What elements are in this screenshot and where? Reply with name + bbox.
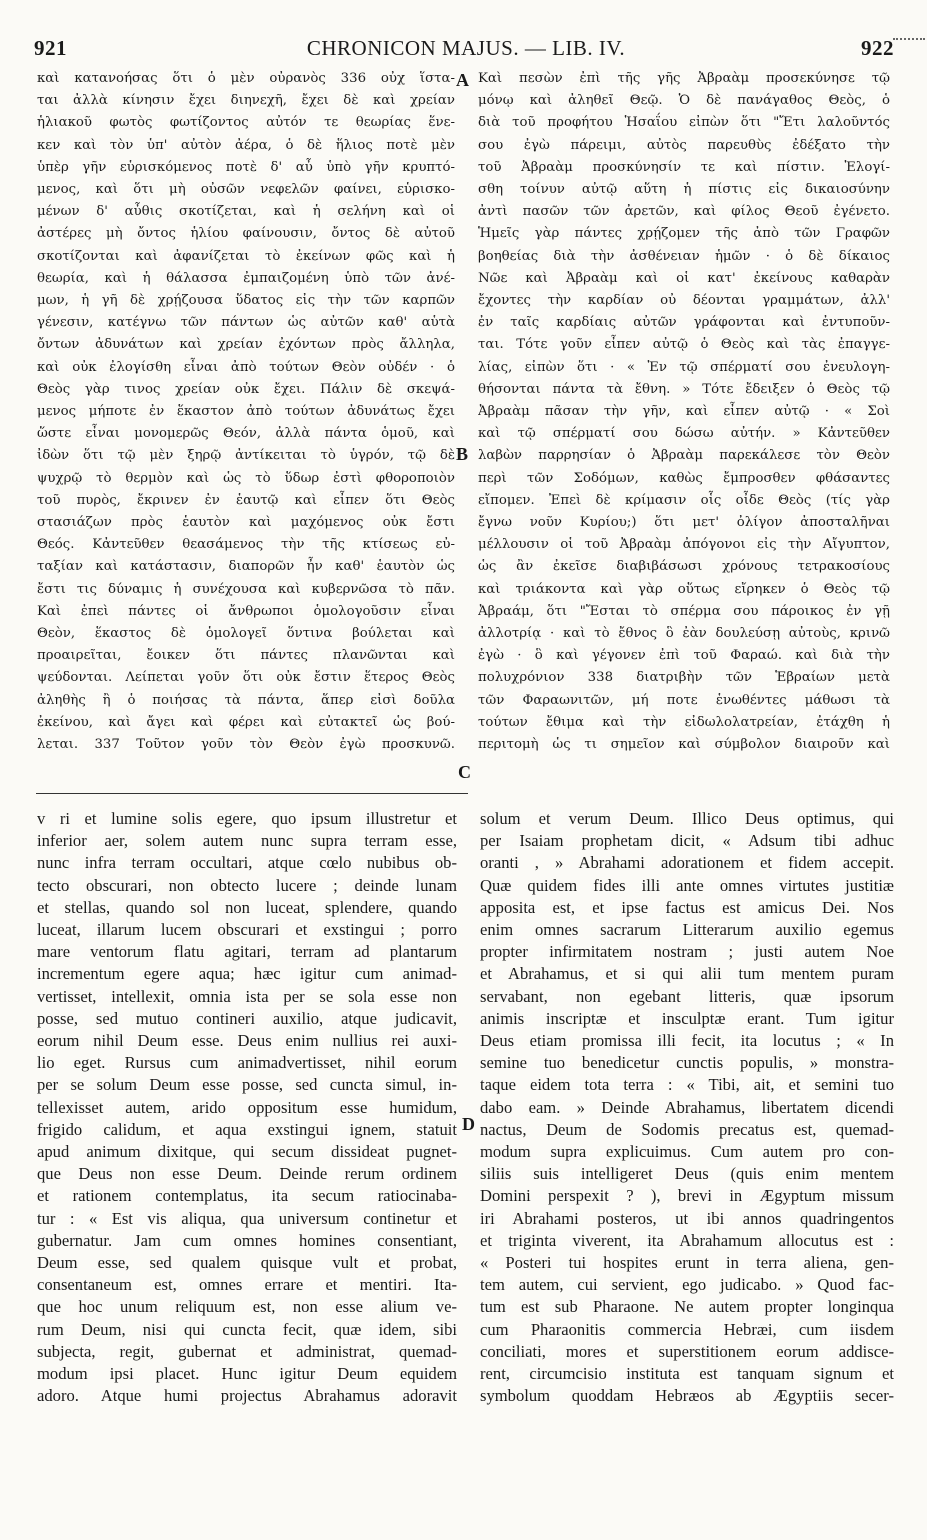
latin-left-line: posse, sed mutuo contineri auxilio, atque judicavit, bbox=[37, 1008, 457, 1028]
latin-right-line: Domini perspexit ? ), brevi in Ægyptum missum bbox=[480, 1186, 894, 1206]
latin-right-line: « Posteri tui hospites erunt in terra aliena, gen- bbox=[480, 1253, 894, 1273]
latin-left-line: nunc infra terram occultari, atque cœlo nubibus ob- bbox=[37, 853, 457, 873]
latin-left-line: vertisset, intellexit, omnia ista per se sola esse non bbox=[37, 986, 457, 1006]
greek-left-line: ται ἀλλὰ κίνησιν ἔχει διηνεχῆ, ἔχει δὲ καὶ χρείαν bbox=[37, 93, 455, 109]
latin-left-line: rum Deum, nisi qui cuncta fecit, quæ idem, sibi bbox=[37, 1319, 457, 1339]
greek-right-line: ὡς ἂν ἐκεῖσε διαβιβάσωσι χρόνους τετρακοσίους bbox=[478, 559, 890, 575]
greek-right-line: λίας, εἰπὼν ὅτι · « Ἐν τῷ σπέρματί σου ἐνευλογη- bbox=[478, 359, 890, 375]
greek-right-line: διὰ τοῦ προφήτου Ἡσαΐου εἰπὼν ὅτι "Ἔτι λαλοῦντός bbox=[478, 115, 890, 131]
greek-right-line: Νῶε καὶ Ἀβραὰμ καὶ οἱ κατ' ἐκείνους καθαρὰν bbox=[478, 270, 890, 286]
greek-right-line: ται. Τότε γοῦν εἶπεν αὐτῷ ὁ Θεὸς καὶ τὰς ἐπαγγε- bbox=[478, 337, 890, 353]
greek-right-line: Καὶ πεσὼν ἐπὶ τῆς γῆς Ἀβραὰμ προσεκύνησε τῷ bbox=[478, 71, 890, 86]
left-page-number: 921 bbox=[34, 36, 67, 60]
greek-right-line: Ἀβραὰμ πᾶσαν τὴν γῆν, καὶ εἶπεν αὐτῷ · « Σοὶ bbox=[478, 404, 890, 420]
greek-left-line: ἰδὼν ὅτι τῷ μὲν ξηρῷ ἀντίκειται τὸ ὑγρόν, τῷ δὲ bbox=[37, 448, 455, 464]
greek-right-line: τοῦ Ἀβραὰμ προσκύνησίν τε καὶ πίστιν. Ἐλογί- bbox=[478, 159, 890, 175]
latin-right-line: enim omnes sacrarum Litterarum auxilio egemus bbox=[480, 920, 894, 940]
greek-right-line: θήσονται πάντα τὰ ἔθνη. » Τότε ἔδειξεν ὁ Θεὸς τῷ bbox=[478, 381, 890, 397]
latin-left-line: consentaneum est, omnes errare et mentiri. Ita- bbox=[37, 1275, 457, 1295]
greek-left-line: ἔστι τις δύναμις ἡ συνέχουσα καὶ κυβερνῶσα τὸ πᾶν. bbox=[37, 581, 455, 597]
latin-left-line: Deum esse, sed qualem quisque vult et probat, bbox=[37, 1253, 457, 1273]
greek-left-line: Θεὸν, ἕκαστος δὲ ὁμολογεῖ ὅντινα βούλεται καὶ bbox=[37, 626, 455, 642]
latin-right-line: symbolum quoddam Hebræos ab Ægyptiis secer- bbox=[480, 1386, 894, 1406]
latin-left-line: modum ipsi placet. Hunc igitur Deum equidem bbox=[37, 1364, 457, 1384]
edge-mark bbox=[893, 38, 925, 44]
latin-right-line: et Abrahamus, et si qui alii tum mentem puram bbox=[480, 964, 894, 984]
latin-right-line: tum est sub Pharaone. Ne autem propter longinqua bbox=[480, 1297, 894, 1317]
greek-left-line: Θεὸς γὰρ τινος χρείαν οὐκ ἔχει. Πάλιν δὲ σκεψά- bbox=[37, 381, 455, 397]
latin-right-line: et triginta viverent, ita Abrahamum allocutus est : bbox=[480, 1230, 894, 1250]
latin-right-line: apposita est, et ipse factus est amicus Dei. Nos bbox=[480, 897, 894, 917]
greek-right-line: ἔχοντες τὴν καρδίαν οὐ δέονται γραμμάτων, ἀλλ' bbox=[478, 293, 890, 309]
latin-column-right bbox=[480, 808, 894, 1508]
greek-left-line: Καὶ ἐπεὶ πάντες οἱ ἄνθρωποι ὁμολογοῦσιν εἶναι bbox=[37, 603, 455, 619]
latin-right-line: Quæ quidem fides illi ante omnes virtutes justitiæ bbox=[480, 875, 894, 895]
greek-column-left bbox=[37, 68, 455, 788]
latin-left-line: subjecta, regit, gubernat et administrat, quemad- bbox=[37, 1341, 457, 1361]
latin-right-line: modum supra explicuimus. Cum autem pro con- bbox=[480, 1142, 894, 1162]
greek-right-line: μέλλουσιν οἱ τοῦ Ἀβραὰμ ἀπόγονοι εἰς τὴν Αἴγυπτον, bbox=[478, 537, 890, 553]
greek-left-line: ἀληθὴς ἢ ὁ ποιήσας τὰ πάντα, ἅπερ εἰσὶ δοῦλα bbox=[37, 692, 455, 708]
latin-right-line: iri Abrahami posteros, ut ibi annos quadringentos bbox=[480, 1208, 894, 1228]
greek-right-line: Ἡμεῖς γὰρ πάντες χρῄζομεν τῆς ἀπὸ τῶν Γραφῶν bbox=[478, 226, 890, 242]
greek-right-line: λαβὼν παρρησίαν ὁ Ἀβραὰμ παρεκάλεσε τὸν Θεὸν bbox=[478, 448, 890, 464]
greek-left-line: καὶ οὐκ ἐλογίσθη εἶναι ἀπὸ τούτων Θεὸν οὐδέν · ὁ bbox=[37, 359, 455, 375]
greek-left-line: ὑπὲρ γῆν εὑρισκόμενος ποτὲ δ' αὖ ὑπὸ γῆν κρυπτό- bbox=[37, 159, 455, 175]
greek-left-line: μενος, καὶ ὅτι μὴ οὐσῶν νεφελῶν φαίνει, εὑρισκο- bbox=[37, 182, 455, 198]
greek-right-line: ἔγνω νοῦν Κυρίου;) ὅτι μετ' ὀλίγον ἀποσταλῆναι bbox=[478, 515, 890, 531]
greek-right-line: Ἀβραάμ, ὅτι "Ἔσται τὸ σπέρμα σου πάροικος ἐν γῇ bbox=[478, 603, 890, 619]
greek-left-line: ταξίαν καὶ κατάστασιν, διαπορῶν ἦν καθ' ἑαυτὸν ὡς bbox=[37, 559, 455, 575]
latin-left-line: v ri et lumine solis egere, quo ipsum illustretur et bbox=[37, 809, 457, 828]
margin-marker-c: C bbox=[458, 762, 471, 782]
latin-right-line: conciliati, mores et superstitionem eorum addisce- bbox=[480, 1341, 894, 1361]
latin-left-line: incrementum egere aqua; hæc igitur cum animad- bbox=[37, 964, 457, 984]
margin-marker-b: B bbox=[456, 444, 469, 464]
right-page-number: 922 bbox=[861, 36, 894, 60]
greek-right-line: μόνῳ καὶ ἀληθεῖ Θεῷ. Ὁ δὲ πανάγαθος Θεὸς, ὁ bbox=[478, 93, 890, 109]
latin-left-line: tur : « Est vis aliqua, qua universum continetur et bbox=[37, 1208, 457, 1228]
greek-left-line: κεν καὶ τὸν ὑπ' αὐτὸν ἀέρα, ὁ δὲ ἥλιος ποτὲ μὲν bbox=[37, 137, 455, 153]
greek-left-line: γένεσιν, κατέγνω τῶν πάντων ὡς αὐτῶν καθ' αὑτὰ bbox=[37, 315, 455, 331]
latin-right-line: servabant, non egebant litteris, quæ ipsorum bbox=[480, 986, 894, 1006]
greek-left-line: προαιρεῖται, ἔοικεν ὅτι πάντες πλανῶνται καὶ bbox=[37, 648, 455, 664]
greek-left-line: σκοτίζονται καὶ ἀφανίζεται τὸ ἐκείνων φῶς καὶ ἡ bbox=[37, 248, 455, 264]
latin-right-line: solum et verum Deum. Illico Deus optimus, qui bbox=[480, 809, 894, 828]
latin-left-line: que hoc unum reliquum est, non esse alium ve- bbox=[37, 1297, 457, 1317]
latin-left-line: adoro. Atque humi projectus Abrahamus adoravit bbox=[37, 1386, 457, 1406]
column-divider-rule bbox=[36, 793, 468, 794]
latin-left-line: tecto obscurari, non obtecto lucere ; deinde lunam bbox=[37, 875, 457, 895]
latin-left-line: gubernatur. Jam cum omnes homines consentiant, bbox=[37, 1230, 457, 1250]
greek-right-line: ἀντὶ πασῶν τῶν ἀρετῶν, καὶ φίλος Θεοῦ ἐγένετο. bbox=[478, 204, 890, 220]
latin-left-line: per se solum Deum esse posse, sed cuncta simul, in- bbox=[37, 1075, 457, 1095]
latin-right-line: cum Pharaonitis commercia Hebræi, cum iisdem bbox=[480, 1319, 894, 1339]
latin-right-line: taque eidem tota terra : « Tibi, ait, et semini tuo bbox=[480, 1075, 894, 1095]
latin-right-line: Deus etiam promissa illi fecit, ita locutus ; « In bbox=[480, 1031, 894, 1051]
greek-left-line: λεται. 337 Τοῦτον γοῦν τὸν Θεὸν ἐγὼ προσκυνῶ. bbox=[37, 737, 455, 753]
greek-right-line: περιτομὴ ὡς τι σημεῖον καὶ σύμβολον διαιροῦν καὶ bbox=[478, 737, 890, 753]
greek-right-line: εἴπομεν. Ἐπεὶ δὲ κρίμασιν οἷς οἶδε Θεὸς (τίς γὰρ bbox=[478, 492, 890, 508]
greek-left-line: ψεύδονται. Λείπεται γοῦν ὅτι οὐκ ἔστιν ἕτερος Θεὸς bbox=[37, 670, 455, 686]
greek-right-line: καὶ τριάκοντα καὶ γὰρ οὕτως εἴρηκεν ὁ Θεὸς τῷ bbox=[478, 581, 890, 597]
latin-right-line: tem autem, cui servient, ego judicabo. » Quod fac- bbox=[480, 1275, 894, 1295]
latin-left-line: lio eget. Rursus cum animadvertisset, nihil eorum bbox=[37, 1053, 457, 1073]
greek-left-line: θεωρία, καὶ ἡ θάλασσα ἐμπαιζομένη ὑπὸ τῶν ἀνέ- bbox=[37, 270, 455, 286]
greek-right-line: περὶ τῶν Σοδόμων, καθὼς ἔμπροσθεν φθάσαντες bbox=[478, 470, 890, 486]
greek-right-line: σθη τοίνυν αὐτῷ αὕτη ἡ πίστις εἰς δικαιοσύνην bbox=[478, 182, 890, 198]
latin-right-line: nactus, Deum de Sodomis precatus est, quemad- bbox=[480, 1119, 894, 1139]
latin-left-line: que Deus non esse Deum. Deinde rerum ordinem bbox=[37, 1164, 457, 1184]
greek-right-line: σου ἐγὼ πάρειμι, αὐτὸς παρευθὺς ἐδέξατο τὴν bbox=[478, 137, 890, 153]
greek-right-line: καὶ τῷ σπέρματί σου δώσω αὐτήν. » Κἀντεῦθεν bbox=[478, 426, 890, 442]
greek-right-line: βοηθείας διὰ τὴν ἀσθένειαν ἡμῶν · ὁ δὲ δίκαιος bbox=[478, 248, 890, 264]
margin-marker-d: D bbox=[462, 1114, 475, 1134]
latin-left-line: apud animum dixitque, qui secum dissideat pugnet- bbox=[37, 1142, 457, 1162]
latin-left-line: tellexisset autem, arido oppositum esse humidum, bbox=[37, 1097, 457, 1117]
latin-right-line: oranti , » Abrahami adorationem et fidem accepit. bbox=[480, 853, 894, 873]
running-title: CHRONICON MAJUS. — LIB. IV. bbox=[306, 36, 626, 60]
greek-left-line: ἡλιακοῦ φωτὸς φωτίζοντος αὐτόν τε θεωρίας ἕνε- bbox=[37, 115, 455, 131]
greek-left-line: τοῦ πυρὸς, ἔκρινεν ἐν ἑαυτῷ καὶ εἶπεν ὅτι Θεὸς bbox=[37, 492, 455, 508]
latin-left-line: mare ventorum flatu agitari, terram ad plantarum bbox=[37, 942, 457, 962]
latin-right-line: dabo eam. » Deinde Abrahamus, libertatem dicendi bbox=[480, 1097, 894, 1117]
latin-right-line: rent, circumcisio instituta est tanquam signum et bbox=[480, 1364, 894, 1384]
greek-right-line: τῶν Φαραωνιτῶν, μή ποτε ἑνωθέντες μάθωσι τὰ bbox=[478, 692, 890, 708]
latin-left-line: frigido calidum, et aqua exstingui ignem, statuit bbox=[37, 1119, 457, 1139]
running-header bbox=[30, 36, 902, 64]
greek-right-line: ἐγὼ · ὃ καὶ γέγονεν ἐπὶ τοῦ Φαραώ. καὶ διὰ τὴν bbox=[478, 648, 890, 664]
latin-right-line: siliis suis intelligeret Deus (quis enim mentem bbox=[480, 1164, 894, 1184]
greek-left-line: ἐκείνου, καὶ ἄγει καὶ φέρει καὶ εὐτακτεῖ ὡς βού- bbox=[37, 714, 455, 730]
latin-right-line: per Isaiam prophetam dicit, « Adsum tibi adhuc bbox=[480, 831, 894, 851]
greek-left-line: ψυχρῷ τὸ θερμὸν καὶ ὡς τὸ ὕδωρ ἐστὶ φθοροποιὸν bbox=[37, 470, 455, 486]
latin-left-line: luceat, illarum lucem obscurari et exstingui ; porro bbox=[37, 920, 457, 940]
greek-column-right bbox=[478, 68, 890, 788]
latin-left-line: inferior aer, solem autem nunc supra terram esse, bbox=[37, 831, 457, 851]
greek-right-line: τούτων ἔθιμα καὶ τὴν εἰδωλολατρείαν, ἐτάχθη ἡ bbox=[478, 714, 890, 730]
greek-left-line: ἀστέρες μὴ ὄντος ἡλίου φαίνουσιν, ὄντος δὲ αὐτοῦ bbox=[37, 226, 455, 242]
latin-right-line: animis inscriptæ et insculptæ erant. Tum igitur bbox=[480, 1008, 894, 1028]
greek-left-line: καὶ κατανοήσας ὅτι ὁ μὲν οὐρανὸς 336 οὐχ ἵστα- bbox=[37, 71, 455, 86]
latin-left-line: et stellas, quando sol non luceat, splendere, quando bbox=[37, 897, 457, 917]
greek-right-line: ἐν ταῖς καρδίαις αὐτῶν γράφονται καὶ ἐντυποῦν- bbox=[478, 315, 890, 331]
latin-left-line: eorum nihil Deum esse. Deus enim nullius rei auxi- bbox=[37, 1031, 457, 1051]
greek-left-line: στασιάζων πρὸς ἑαυτὸν καὶ μαχόμενος οὐκ ἔστι bbox=[37, 515, 455, 531]
greek-left-line: Θεός. Κἀντεῦθεν θεασάμενος τὴν τῆς κτίσεως εὐ- bbox=[37, 537, 455, 553]
latin-right-line: propter infirmitatem nostram ; justi autem Noe bbox=[480, 942, 894, 962]
greek-left-line: ὥστε εἶναι μονομερῶς Θεόν, ἀλλὰ πάντα ὁμοῦ, καὶ bbox=[37, 426, 455, 442]
latin-column-left bbox=[37, 808, 457, 1508]
greek-right-line: πολυχρόνιον 338 διατριβὴν τῶν Ἑβραίων μετὰ bbox=[478, 670, 890, 686]
greek-left-line: μενος μήποτε ἐν ἕκαστον ἀπὸ τούτων ἀδυνάτως ἔχει bbox=[37, 404, 455, 420]
greek-left-line: μων, ἡ γῆ δὲ χρῄζουσα ὕδατος εἰς τὴν τῶν καρπῶν bbox=[37, 293, 455, 309]
greek-left-line: ὄντων ἀδυνάτων καὶ χρείαν ἐχόντων πρὸς ἄλληλα, bbox=[37, 337, 455, 353]
latin-right-line: semine tuo benedicetur cunctis populis, » monstra- bbox=[480, 1053, 894, 1073]
greek-left-line: μένων δ' αὖθις σκοτίζεται, καὶ ἡ σελήνη καὶ οἱ bbox=[37, 204, 455, 220]
latin-left-line: et rationem contemplatus, ita secum ratiocinaba- bbox=[37, 1186, 457, 1206]
greek-right-line: ἀλλοτρίᾳ · καὶ τὸ ἔθνος ὃ ἐὰν δουλεύσῃ αὐτοὺς, κρινῶ bbox=[478, 626, 890, 642]
margin-marker-a: A bbox=[456, 70, 469, 90]
